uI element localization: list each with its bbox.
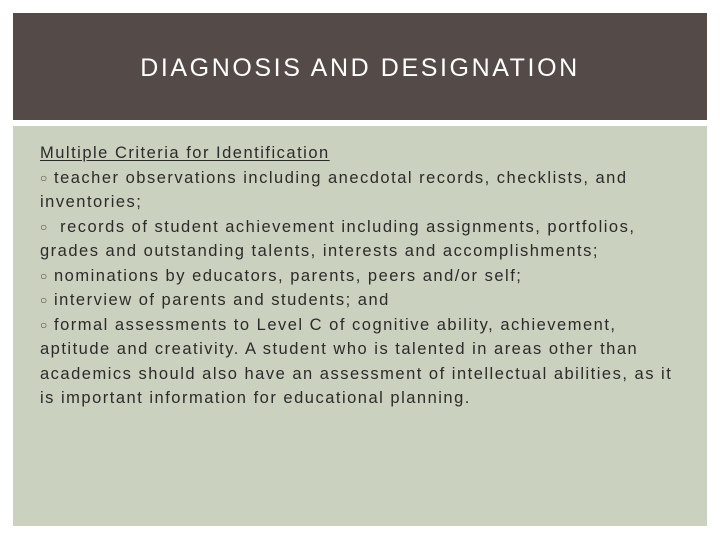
content-box (13, 126, 707, 526)
title-bar (13, 13, 707, 120)
bullet-item (40, 288, 690, 313)
slide-title: DIAGNOSIS AND DESIGNATION (140, 54, 580, 82)
bullet-item (40, 264, 690, 289)
circle-bullet-icon: ○ (40, 293, 48, 307)
criteria-heading: Multiple Criteria for Identification (40, 144, 330, 162)
bullet-item (40, 313, 690, 411)
bullet-text: interview of parents and students; and (54, 291, 390, 309)
circle-bullet-icon: ○ (40, 170, 48, 185)
content-text (40, 141, 690, 411)
bullet-text: teacher observations including anecdotal records, checklists, and inventories; (40, 168, 628, 211)
circle-bullet-icon: ○ (40, 317, 48, 332)
bullet-item (40, 166, 690, 215)
circle-bullet-icon: ○ (40, 268, 48, 283)
bullet-text: records of student achievement including assignments, portfolios, grades and outstanding talents, interests and accomplishments; (40, 217, 636, 260)
bullet-item (40, 215, 690, 264)
circle-bullet-icon: ○ (40, 219, 48, 234)
bullet-text: nominations by educators, parents, peers and/or self; (54, 266, 523, 285)
bullet-text: formal assessments to Level C of cognitive ability, achievement, aptitude and creativity. A student who is talented in areas other than academics should also have an assessment of intellectual abilities, as it is important information for educational planning. (40, 315, 673, 407)
